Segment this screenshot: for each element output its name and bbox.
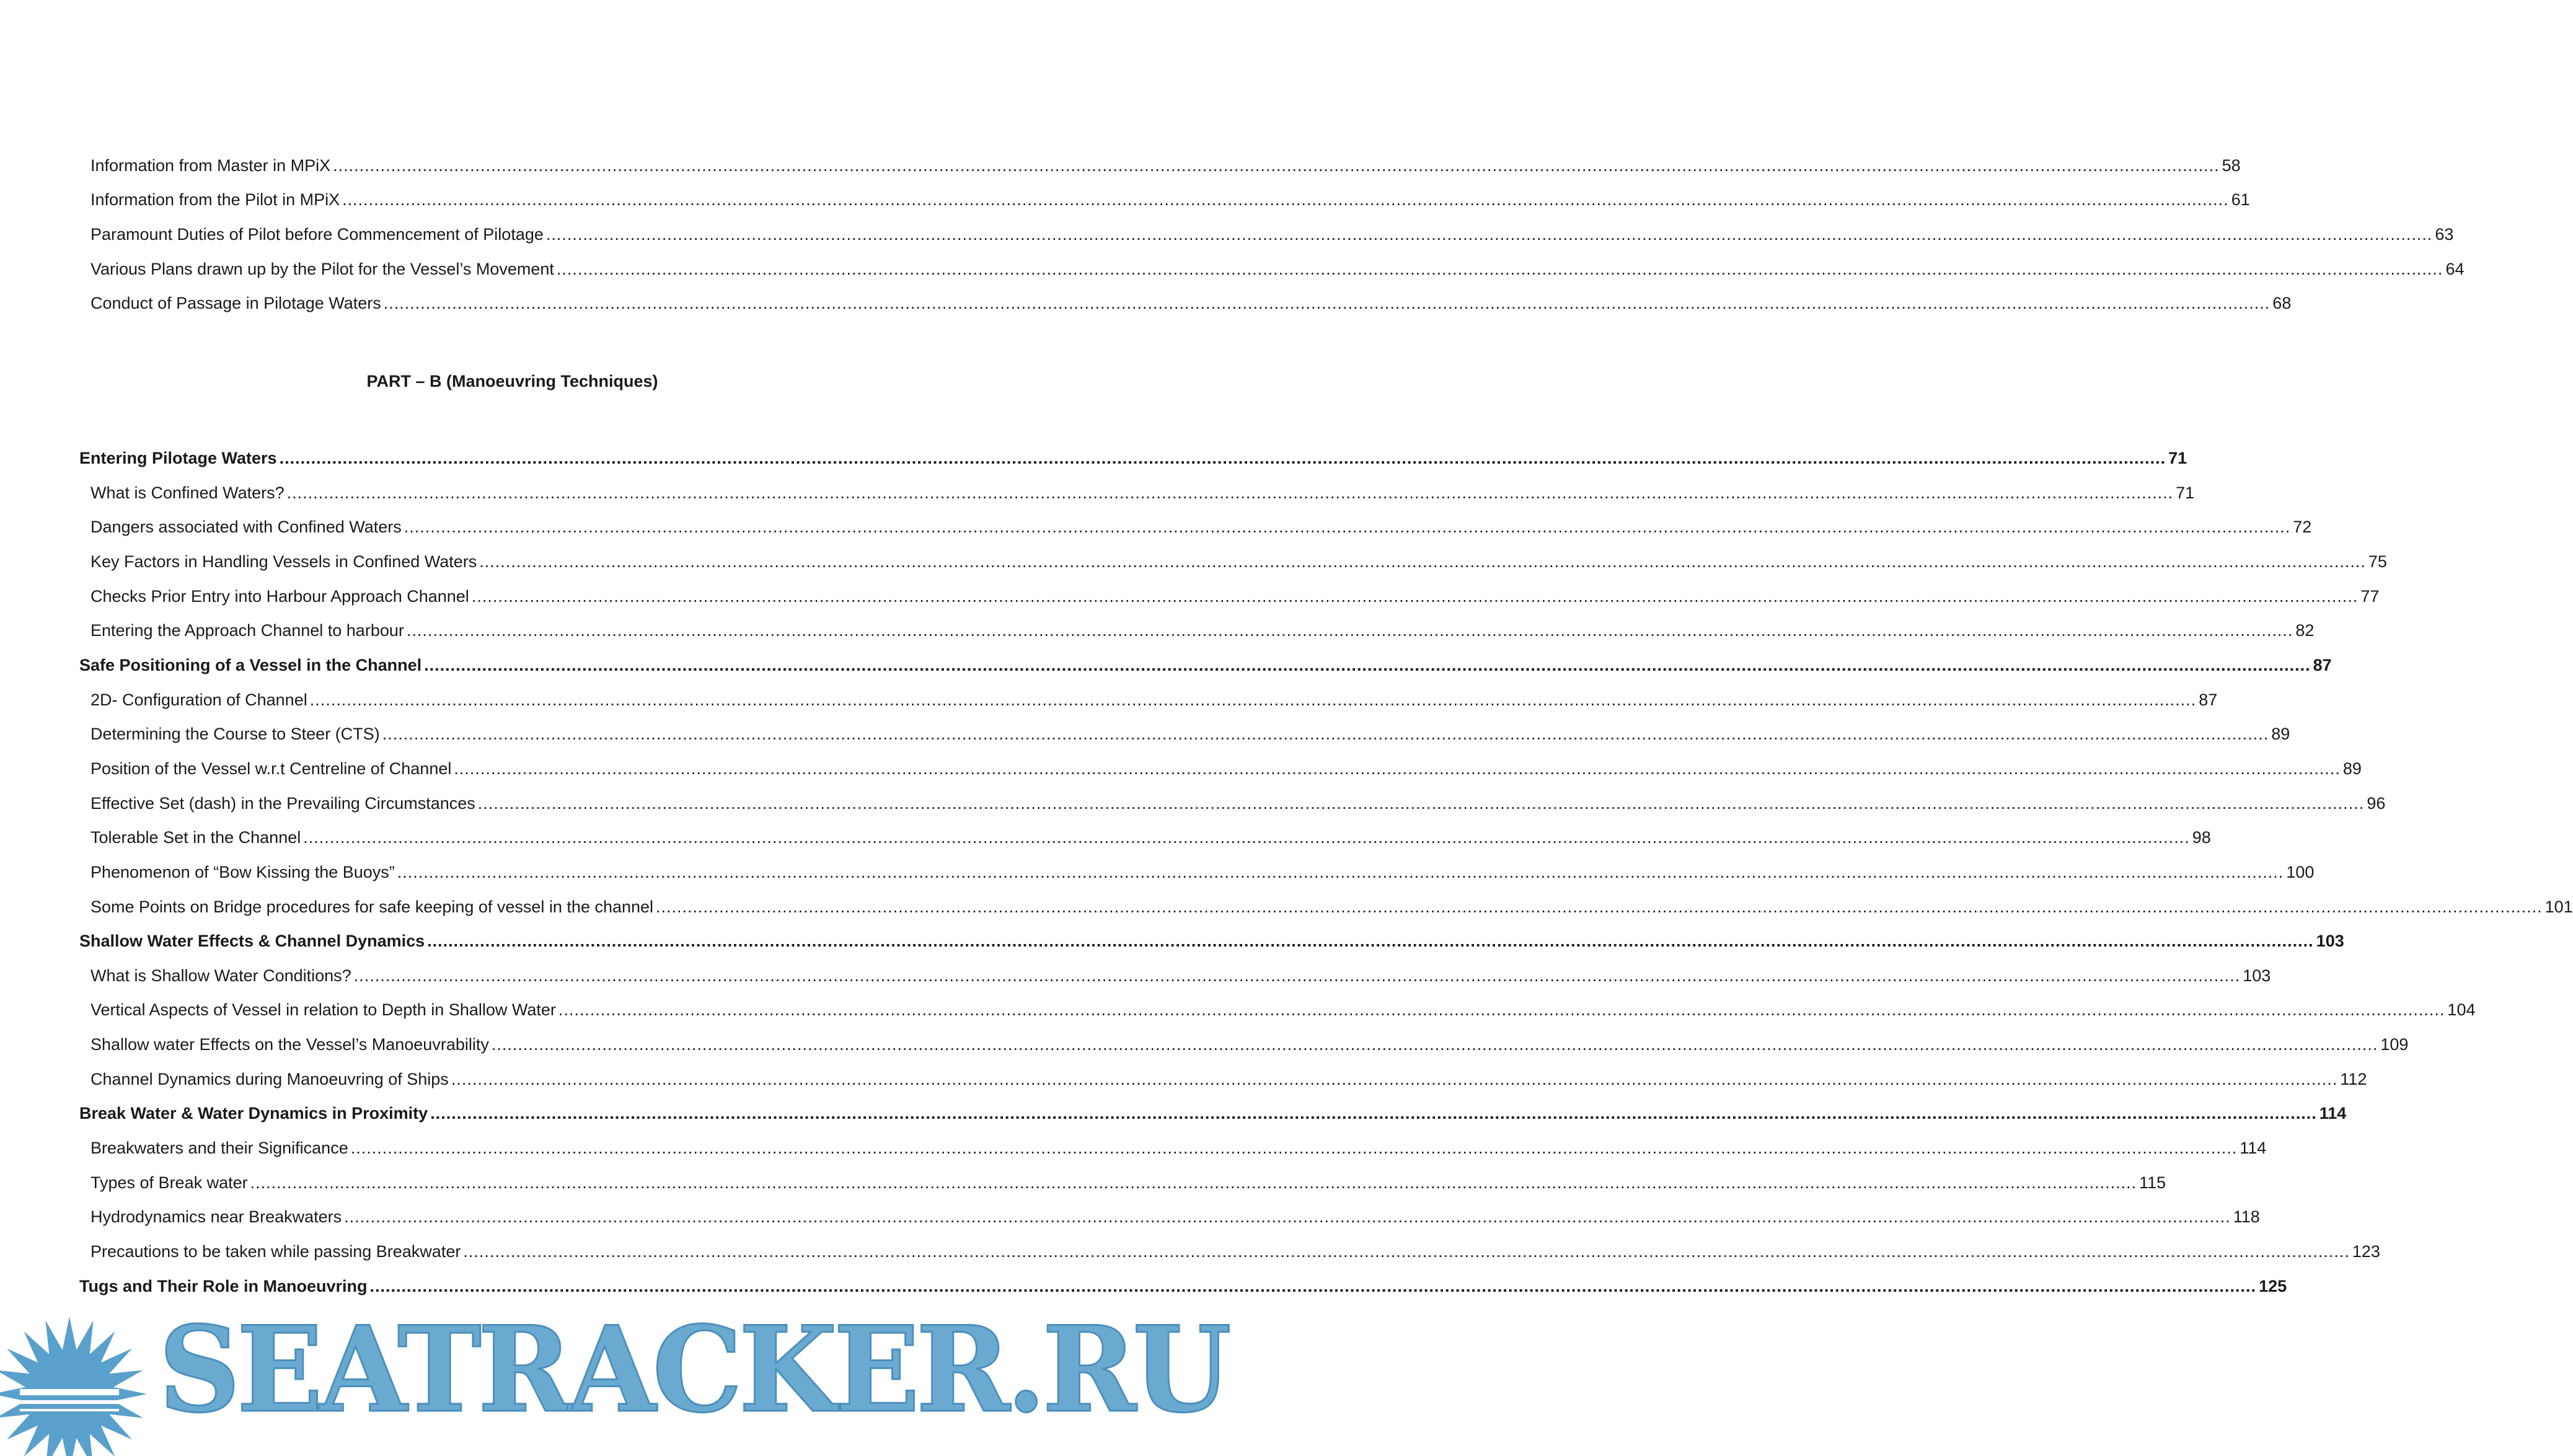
toc-leader-dots bbox=[310, 689, 2197, 710]
toc-leader-dots bbox=[303, 827, 2190, 848]
toc-leader-dots bbox=[287, 482, 2174, 503]
toc-section-page: 71 bbox=[2168, 449, 2187, 467]
toc-entry[interactable] bbox=[90, 258, 2465, 280]
toc-entry-page: 109 bbox=[2380, 1035, 2409, 1054]
toc-entry-title: What is Shallow Water Conditions? bbox=[90, 966, 351, 985]
toc-entry[interactable] bbox=[90, 1241, 2380, 1262]
toc-leader-dots bbox=[342, 189, 2229, 210]
toc-entry-page: 77 bbox=[2360, 587, 2380, 606]
toc-entry[interactable] bbox=[90, 999, 2476, 1020]
toc-section-title: Tugs and Their Role in Manoeuvring bbox=[79, 1277, 368, 1295]
toc-leader-dots bbox=[382, 723, 2269, 744]
toc-leader-dots bbox=[407, 620, 2293, 641]
toc-entry-title: Information from Master in MPiX bbox=[90, 156, 331, 175]
toc-entry[interactable] bbox=[90, 1034, 2409, 1055]
toc-entry[interactable] bbox=[90, 586, 2380, 607]
toc-entry-page: 72 bbox=[2293, 518, 2312, 536]
toc-section-page: 87 bbox=[2313, 656, 2332, 674]
toc-entry[interactable] bbox=[90, 551, 2387, 572]
toc-entry-page: 58 bbox=[2222, 156, 2241, 175]
toc-section-title: Entering Pilotage Waters bbox=[79, 449, 277, 467]
toc-leader-dots bbox=[351, 1137, 2238, 1158]
toc-entry[interactable] bbox=[90, 155, 2241, 176]
toc-entry-title: Types of Break water bbox=[90, 1173, 248, 1192]
toc-section-title: Shallow Water Effects & Channel Dynamics bbox=[79, 932, 425, 950]
toc-entry-page: 115 bbox=[2139, 1173, 2166, 1192]
toc-entry-title: Various Plans drawn up by the Pilot for the Vessel’s Movement bbox=[90, 260, 554, 278]
toc-leader-dots bbox=[250, 1172, 2137, 1193]
toc-leader-dots bbox=[424, 655, 2311, 676]
toc-leader-dots bbox=[557, 258, 2443, 280]
toc-entry-title: What is Confined Waters? bbox=[90, 483, 285, 502]
toc-leader-dots bbox=[397, 862, 2284, 883]
toc-entry[interactable] bbox=[90, 189, 2250, 210]
toc-entry[interactable] bbox=[90, 482, 2195, 503]
toc-entry-page: 123 bbox=[2352, 1242, 2380, 1261]
toc-entry[interactable] bbox=[90, 1206, 2260, 1227]
toc-entry-title: 2D- Configuration of Channel bbox=[90, 690, 307, 709]
toc-entry-page: 75 bbox=[2368, 552, 2387, 571]
toc-entry-page: 96 bbox=[2367, 794, 2386, 813]
toc-entry-page: 101 bbox=[2544, 898, 2573, 916]
toc-entry[interactable] bbox=[90, 723, 2290, 744]
toc-leader-dots bbox=[344, 1206, 2231, 1227]
toc-entry-page: 89 bbox=[2271, 725, 2290, 743]
toc-leader-dots bbox=[454, 758, 2341, 779]
toc-entry-title: Phenomenon of “Bow Kissing the Buoys” bbox=[90, 863, 395, 881]
toc-leader-dots bbox=[492, 1034, 2378, 1055]
toc-entry-page: 64 bbox=[2445, 260, 2465, 278]
toc-entry-title: Vertical Aspects of Vessel in relation to Depth in Shallow Water bbox=[90, 1000, 556, 1019]
toc-entry-page: 87 bbox=[2199, 690, 2218, 709]
toc-entry-page: 103 bbox=[2243, 966, 2271, 985]
toc-leader-dots bbox=[479, 551, 2366, 572]
toc-entry-page: 63 bbox=[2435, 225, 2454, 244]
toc-section[interactable] bbox=[79, 1103, 2347, 1124]
watermark bbox=[0, 1299, 1228, 1450]
toc-entry-title: Shallow water Effects on the Vessel’s Manoeuvrability bbox=[90, 1035, 489, 1054]
toc-leader-dots bbox=[656, 896, 2543, 917]
toc-entry[interactable] bbox=[90, 896, 2573, 917]
toc-section-title: Break Water & Water Dynamics in Proximity bbox=[79, 1104, 428, 1123]
toc-entry[interactable] bbox=[90, 1069, 2367, 1090]
toc-section-page: 114 bbox=[2319, 1104, 2347, 1123]
toc-section[interactable] bbox=[79, 448, 2187, 469]
toc-entry[interactable] bbox=[90, 293, 2292, 314]
part-heading: PART – B (Manoeuvring Techniques) bbox=[366, 372, 658, 390]
toc-entry-title: Effective Set (dash) in the Prevailing Circumstances bbox=[90, 794, 475, 813]
toc-entry[interactable] bbox=[90, 224, 2454, 245]
toc-entry[interactable] bbox=[90, 758, 2362, 779]
toc-leader-dots bbox=[404, 516, 2291, 537]
toc-leader-dots bbox=[370, 1276, 2257, 1297]
sun-icon bbox=[0, 1307, 155, 1456]
toc-leader-dots bbox=[354, 965, 2241, 986]
toc-entry-page: 118 bbox=[2233, 1207, 2260, 1226]
toc-leader-dots bbox=[333, 155, 2220, 176]
toc-entry[interactable] bbox=[90, 1172, 2166, 1193]
toc-leader-dots bbox=[558, 999, 2445, 1020]
toc-entry-title: Conduct of Passage in Pilotage Waters bbox=[90, 294, 381, 312]
toc-entry-page: 71 bbox=[2176, 483, 2195, 502]
toc-entry-title: Key Factors in Handling Vessels in Confined Waters bbox=[90, 552, 477, 571]
toc-entry-title: Entering the Approach Channel to harbour bbox=[90, 621, 404, 640]
toc-entry[interactable] bbox=[90, 965, 2271, 986]
toc-section[interactable] bbox=[79, 930, 2344, 951]
toc-entry-title: Precautions to be taken while passing Breakwater bbox=[90, 1242, 461, 1261]
toc-entry-page: 98 bbox=[2192, 828, 2211, 847]
toc-leader-dots bbox=[430, 1103, 2317, 1124]
watermark-text: SEATRACKER.RU bbox=[159, 1300, 1228, 1439]
toc-leader-dots bbox=[280, 448, 2166, 469]
toc-entry-title: Position of the Vessel w.r.t Centreline of Channel bbox=[90, 759, 452, 778]
toc-entry-page: 100 bbox=[2286, 863, 2315, 881]
toc-entry-page: 112 bbox=[2340, 1070, 2367, 1088]
toc-leader-dots bbox=[451, 1069, 2338, 1090]
toc-entry-page: 114 bbox=[2240, 1139, 2267, 1157]
toc-section-page: 125 bbox=[2259, 1277, 2287, 1295]
toc-entry-page: 82 bbox=[2295, 621, 2315, 640]
toc-entry-page: 68 bbox=[2272, 294, 2292, 312]
toc-leader-dots bbox=[472, 586, 2359, 607]
toc-leader-dots bbox=[384, 293, 2271, 314]
toc-leader-dots bbox=[427, 930, 2314, 951]
toc-leader-dots bbox=[463, 1241, 2350, 1262]
toc-entry[interactable] bbox=[90, 793, 2386, 814]
toc-entry-title: Dangers associated with Confined Waters bbox=[90, 518, 402, 536]
toc-entry-title: Checks Prior Entry into Harbour Approach Channel bbox=[90, 587, 469, 606]
toc-entry-page: 89 bbox=[2342, 759, 2362, 778]
toc-section-page: 103 bbox=[2316, 932, 2344, 950]
toc-entry-title: Paramount Duties of Pilot before Commencement of Pilotage bbox=[90, 225, 544, 244]
toc-entry[interactable] bbox=[90, 620, 2315, 641]
toc-entry[interactable] bbox=[90, 516, 2312, 537]
toc-entry-title: Tolerable Set in the Channel bbox=[90, 828, 301, 847]
toc-entry-title: Determining the Course to Steer (CTS) bbox=[90, 725, 380, 743]
toc-entry[interactable] bbox=[90, 827, 2211, 848]
toc-entry-title: Breakwaters and their Significance bbox=[90, 1139, 348, 1157]
toc-section[interactable] bbox=[79, 655, 2332, 676]
toc-entry-title: Some Points on Bridge procedures for safe keeping of vessel in the channel bbox=[90, 898, 654, 916]
toc-leader-dots bbox=[478, 793, 2365, 814]
toc-entry-title: Information from the Pilot in MPiX bbox=[90, 190, 340, 209]
toc-leader-dots bbox=[546, 224, 2433, 245]
toc-entry[interactable] bbox=[90, 689, 2218, 710]
toc-entry[interactable] bbox=[90, 862, 2315, 883]
toc-entry-title: Hydrodynamics near Breakwaters bbox=[90, 1207, 342, 1226]
toc-entry-page: 61 bbox=[2231, 190, 2250, 209]
toc-entry-title: Channel Dynamics during Manoeuvring of Ships bbox=[90, 1070, 449, 1088]
toc-entry[interactable] bbox=[90, 1137, 2267, 1158]
toc-section-title: Safe Positioning of a Vessel in the Channel bbox=[79, 656, 422, 674]
toc-section[interactable] bbox=[79, 1276, 2287, 1297]
toc-entry-page: 104 bbox=[2447, 1000, 2476, 1019]
